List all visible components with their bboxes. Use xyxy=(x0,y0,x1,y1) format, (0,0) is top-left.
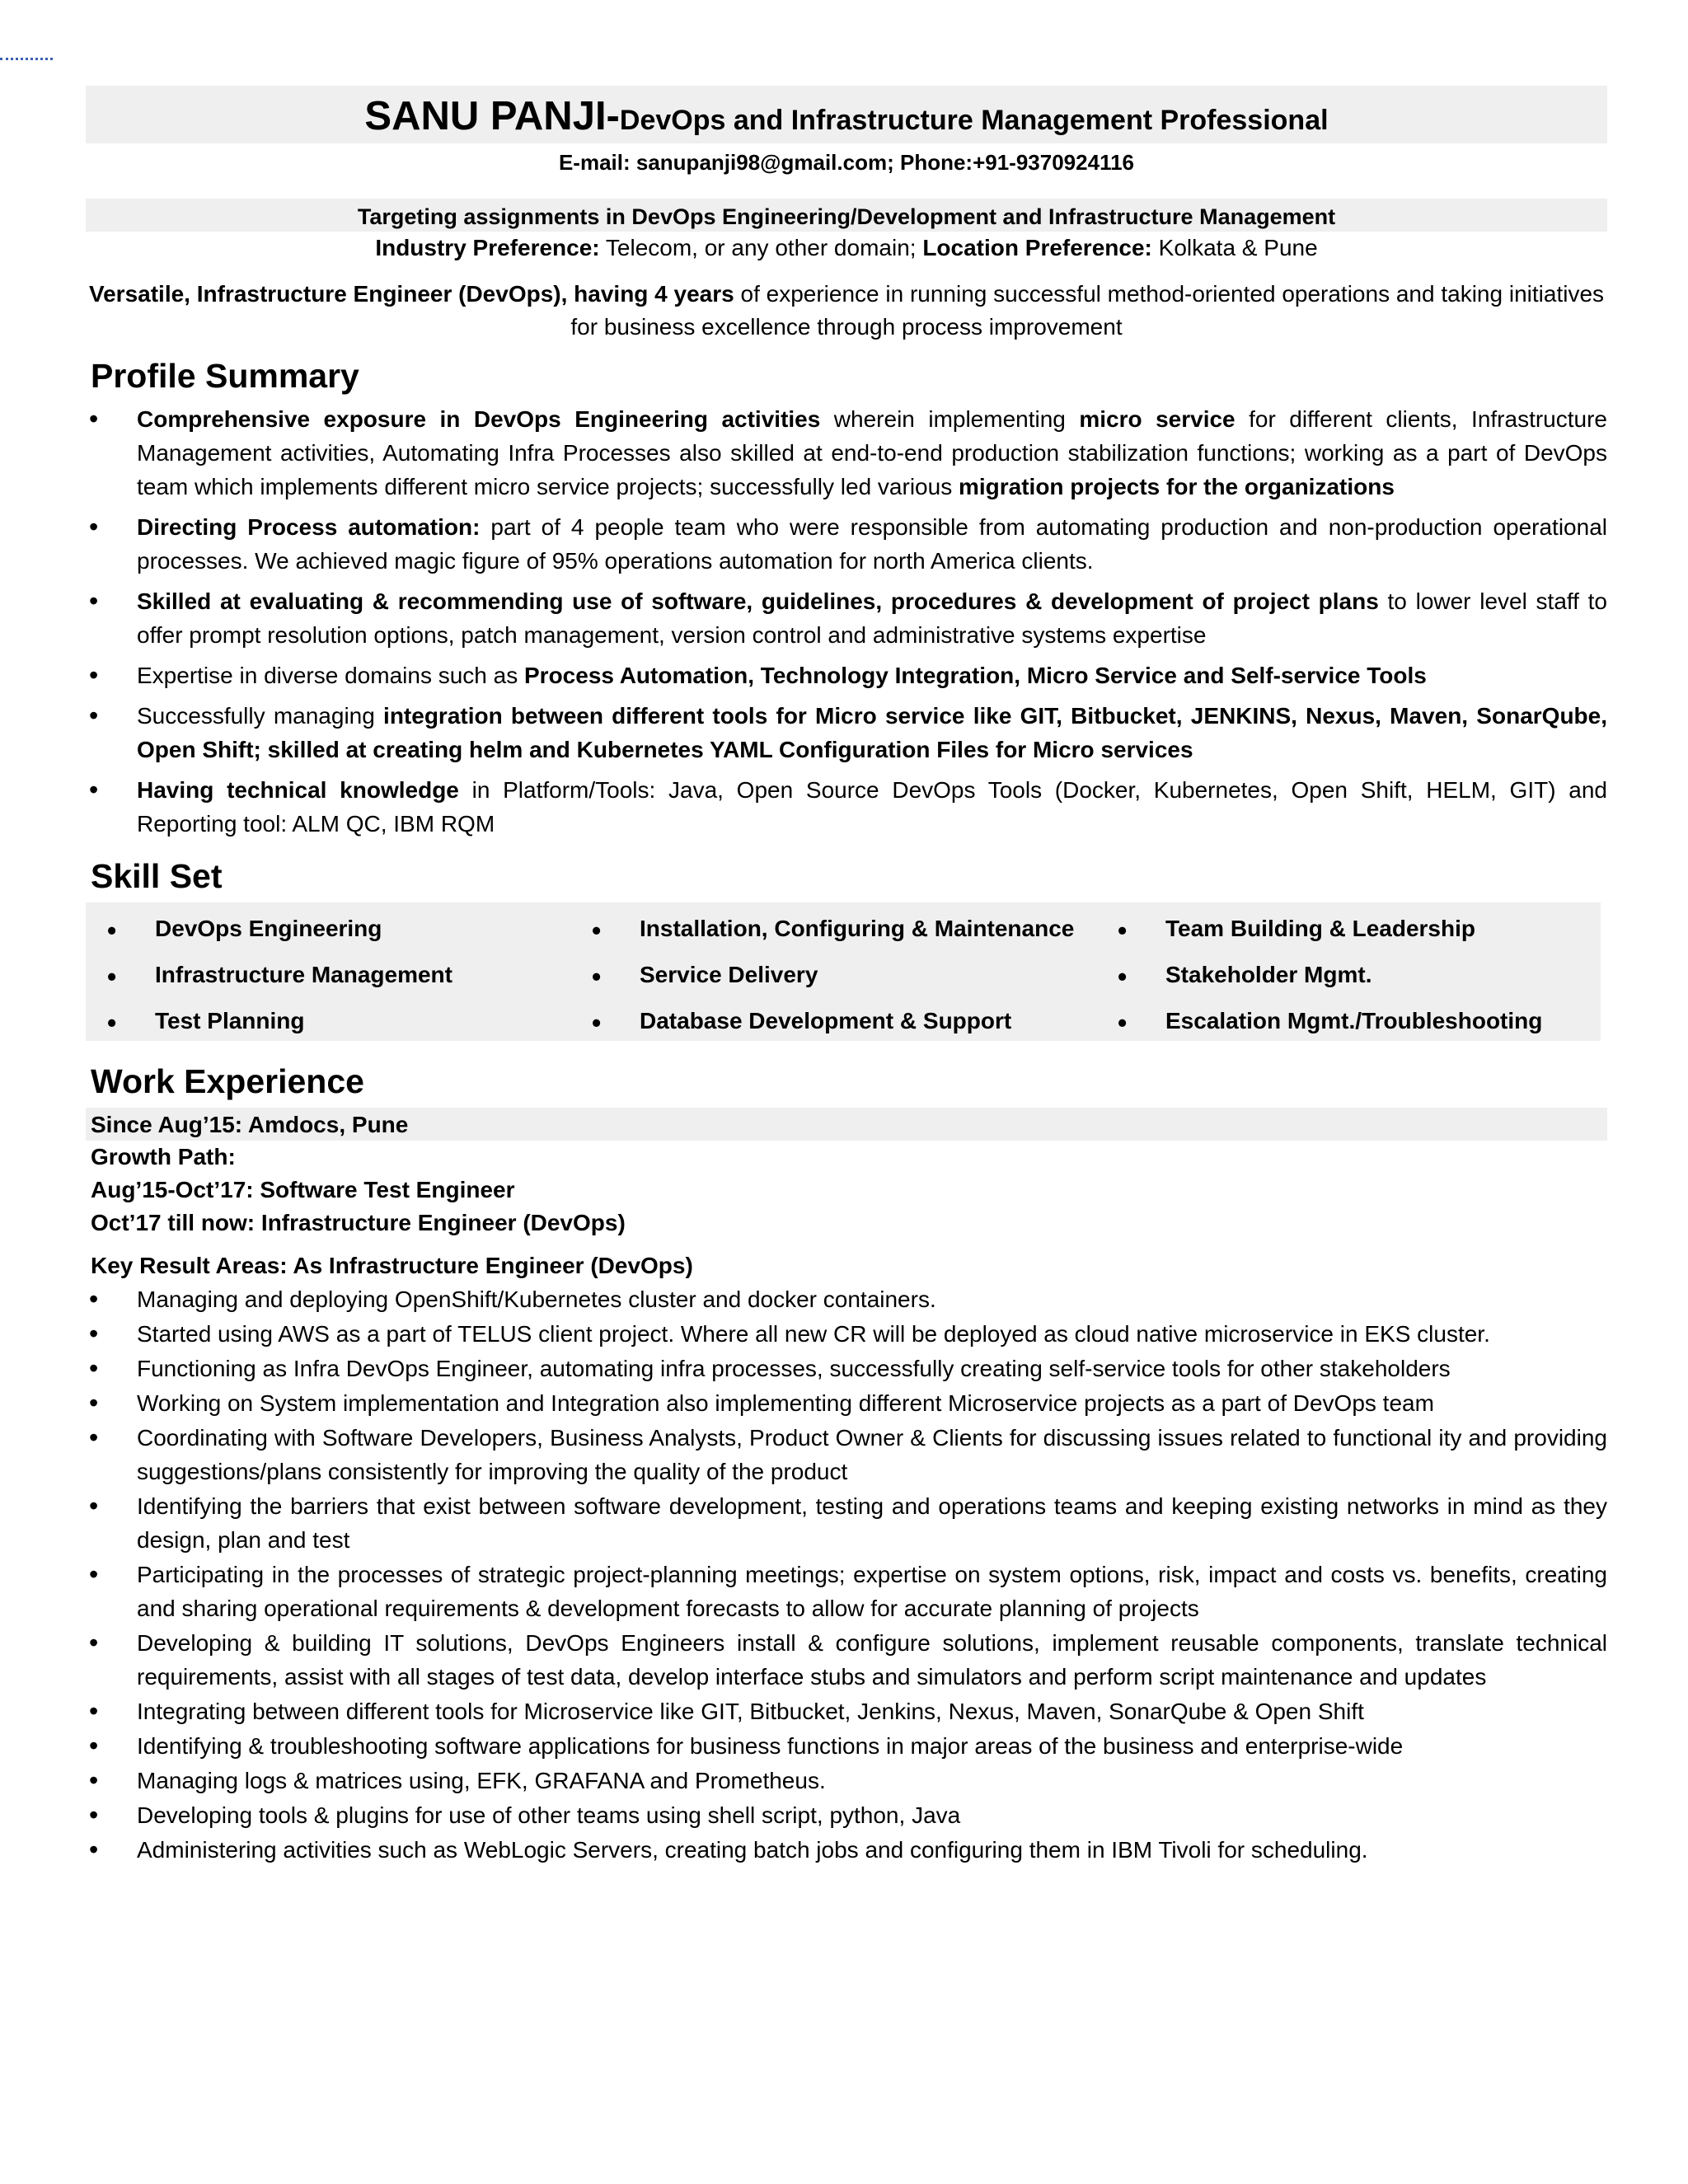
list-item: • Managing and deploying OpenShift/Kubernetes cluster and docker containers. xyxy=(86,1282,1607,1316)
item-text: in Platform/Tools: Java, Open Source DevOps Tools (Docker, Kubernetes, Open Shift, HELM, GIT) and Reporting tool: ALM QC, IBM RQM xyxy=(137,777,1607,837)
professional-title: DevOps and Infrastructure Management Professional xyxy=(619,105,1329,136)
list-item: • Developing tools & plugins for use of other teams using shell script, python, Java xyxy=(86,1798,1607,1832)
intro-text: of experience in running successful method-oriented operations and taking initiatives for business excellence through process improvement xyxy=(570,281,1605,340)
kra-list xyxy=(86,1282,1607,1867)
contact-line: E-mail: sanupanji98@gmail.com; Phone:+91-9370924116 xyxy=(558,150,1135,175)
list-item: • Developing & building IT solutions, DevOps Engineers install & configure solutions, implement reusable components, translate technical requirements, assist with all stages of test data, develop interface stubs and simulators and perform script maintenance and updates xyxy=(86,1626,1607,1694)
list-item: • Working on System implementation and Integration also implementing different Microservice projects as a part of DevOps team xyxy=(86,1386,1607,1420)
skill-item: • Escalation Mgmt./Troubleshooting xyxy=(1165,1008,1542,1034)
resume-page xyxy=(86,86,1607,1868)
skill-item: • Service Delivery xyxy=(640,962,818,988)
item-bold: integration between different tools for Micro service like GIT, Bitbucket, JENKINS, Nexus, Maven, SonarQube, Open Shift; skilled at creating helm and Kubernetes YAML Configuration Files for Micro services xyxy=(137,703,1607,762)
list-item: • Identifying & troubleshooting software applications for business functions in major areas of the business and enterprise-wide xyxy=(86,1729,1607,1763)
growth-path-label: Growth Path: xyxy=(91,1144,236,1169)
list-item xyxy=(86,658,1607,692)
list-item: • Participating in the processes of strategic project-planning meetings; expertise on system options, risk, impact and costs vs. benefits, creating and sharing operational requirements & development forecasts to allow for accurate planning of projects xyxy=(86,1558,1607,1625)
location-value: Kolkata & Pune xyxy=(1151,235,1318,260)
item-text: Successfully managing xyxy=(137,703,384,729)
targeting-banner: Targeting assignments in DevOps Engineering/Development and Infrastructure Management xyxy=(86,199,1607,232)
list-item xyxy=(86,699,1607,766)
item-text: part of 4 people team who were responsible from automating production and non-production operational processes. We achieved magic figure of 95% operations automation for north America clients. xyxy=(137,514,1607,574)
role-line: Aug’15-Oct’17: Software Test Engineer xyxy=(91,1177,515,1202)
list-item xyxy=(86,773,1607,841)
list-item: • Functioning as Infra DevOps Engineer, automating infra processes, successfully creating self-service tools for other stakeholders xyxy=(86,1352,1607,1385)
work-experience-heading: Work Experience xyxy=(91,1062,364,1100)
item-bold: Process Automation, Technology Integration, Micro Service and Self-service Tools xyxy=(524,663,1427,688)
skill-item: • Stakeholder Mgmt. xyxy=(1165,962,1372,988)
list-item: • Coordinating with Software Developers, Business Analysts, Product Owner & Clients for discussing issues related to functional ity and providing suggestions/plans consistently for improving the quality of the product xyxy=(86,1421,1607,1488)
industry-label: Industry Preference: xyxy=(375,235,600,260)
name-banner xyxy=(86,86,1607,143)
item-bold: micro service xyxy=(1079,406,1236,432)
industry-value: Telecom, or any other domain; xyxy=(599,235,923,260)
profile-summary-heading: Profile Summary xyxy=(91,357,359,395)
location-label: Location Preference: xyxy=(922,235,1152,260)
item-text: to lower level staff to offer prompt resolution options, patch management, version control and administrative systems expertise xyxy=(137,588,1608,648)
candidate-name: SANU PANJI- xyxy=(364,94,620,138)
item-bold: migration projects for the organizations xyxy=(958,474,1395,499)
item-bold: Having technical knowledge xyxy=(137,777,459,803)
skill-set-grid xyxy=(86,902,1601,1041)
role-line: Oct’17 till now: Infrastructure Engineer (DevOps) xyxy=(91,1210,626,1235)
list-item: • Managing logs & matrices using, EFK, GRAFANA and Prometheus. xyxy=(86,1764,1607,1797)
list-item: • Integrating between different tools for Microservice like GIT, Bitbucket, Jenkins, Nexus, Maven, SonarQube & Open Shift xyxy=(86,1694,1607,1728)
skill-item: • DevOps Engineering xyxy=(155,916,382,942)
list-item xyxy=(86,584,1607,652)
company-line: Since Aug’15: Amdocs, Pune xyxy=(86,1108,1607,1141)
list-item xyxy=(86,402,1607,504)
item-text: wherein implementing xyxy=(820,406,1080,432)
preference-line xyxy=(86,235,1607,261)
list-item xyxy=(86,510,1607,578)
skill-item: • Team Building & Leadership xyxy=(1165,916,1475,942)
item-text: for different clients, Infrastructure Management activities, Automating Infra Processes also skilled at end-to-end production stabilization functions; working as a part of DevOps team which implements different micro service projects; successfully led various xyxy=(137,406,1608,499)
item-bold: Directing Process automation: xyxy=(137,514,481,540)
list-item: • Administering activities such as WebLogic Servers, creating batch jobs and configuring them in IBM Tivoli for scheduling. xyxy=(86,1833,1607,1867)
skill-item: • Test Planning xyxy=(155,1008,305,1034)
item-bold: Comprehensive exposure in DevOps Engineering activities xyxy=(137,406,821,432)
skill-item: • Database Development & Support xyxy=(640,1008,1011,1034)
dotted-line-decoration xyxy=(0,58,53,60)
intro-paragraph xyxy=(86,278,1607,344)
item-text: Expertise in diverse domains such as xyxy=(137,663,524,688)
item-bold: Skilled at evaluating & recommending use of software, guidelines, procedures & development of project plans xyxy=(137,588,1379,614)
intro-bold: Versatile, Infrastructure Engineer (DevOps), having 4 years xyxy=(88,281,734,307)
kra-heading: Key Result Areas: As Infrastructure Engineer (DevOps) xyxy=(91,1253,693,1278)
list-item: • Identifying the barriers that exist between software development, testing and operations teams and keeping existing networks in mind as they design, plan and test xyxy=(86,1489,1607,1557)
list-item: • Started using AWS as a part of TELUS client project. Where all new CR will be deployed as cloud native microservice in EKS cluster. xyxy=(86,1317,1607,1351)
profile-summary-list xyxy=(86,402,1607,841)
skill-item: • Infrastructure Management xyxy=(155,962,452,988)
skill-set-heading: Skill Set xyxy=(91,857,223,895)
skill-item: • Installation, Configuring & Maintenance xyxy=(640,916,1074,942)
